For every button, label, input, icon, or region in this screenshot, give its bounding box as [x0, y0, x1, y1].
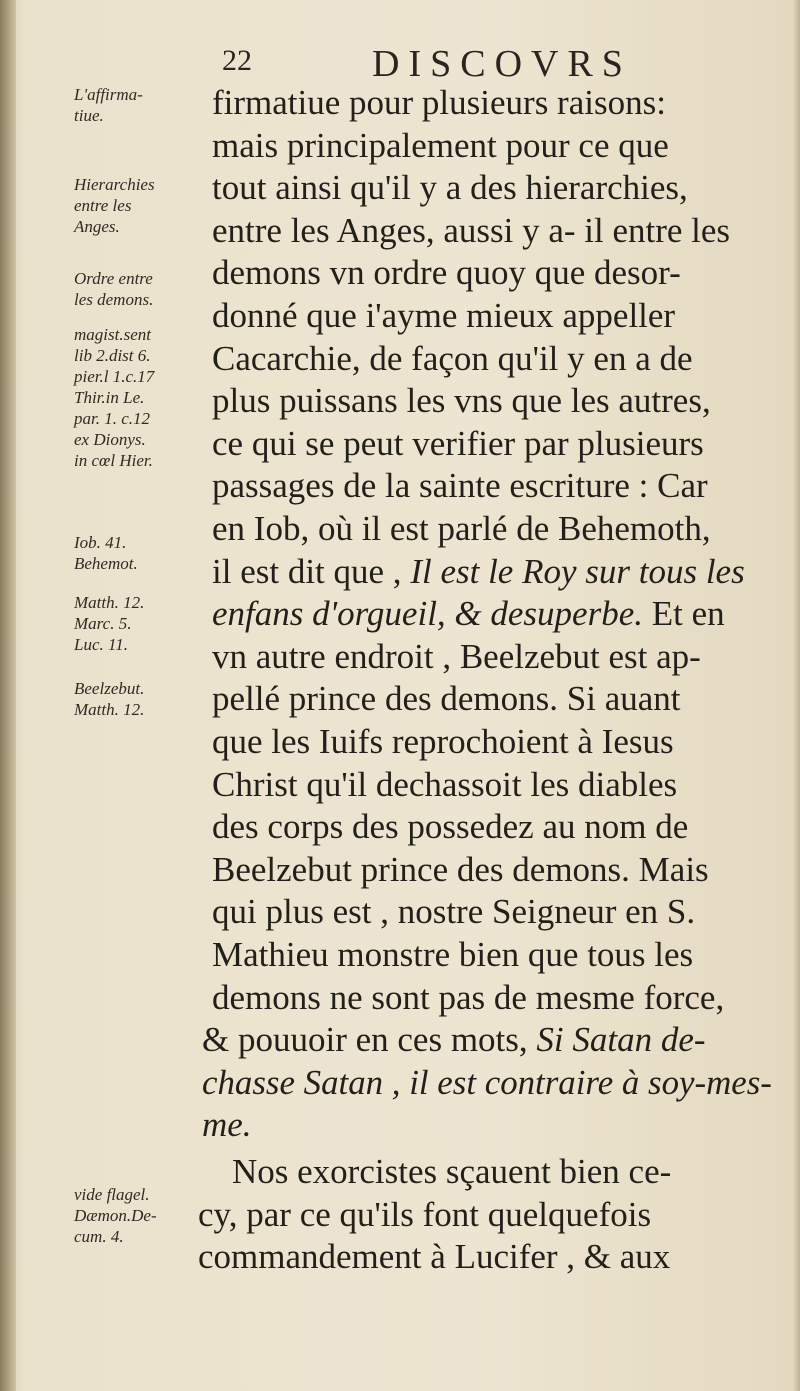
text-segment: il est dit que ,	[212, 551, 411, 591]
text-line	[212, 977, 724, 1019]
text-segment: que les Iuifs reprochoient à Iesus	[212, 722, 674, 761]
text-segment: Christ qu'il dechassoit les diables	[212, 764, 678, 804]
text-segment: ce qui se peut verifier par plusieurs	[212, 423, 704, 463]
text-line	[198, 1236, 670, 1278]
text-segment: cy, par ce qu'ils font quelquefois	[198, 1194, 652, 1234]
margin-note: Beelzebut. Matth. 12.	[74, 679, 145, 719]
text-segment: plus puissans les vns que les autres,	[212, 381, 711, 421]
italic-segment: chasse Satan , il est contraire à soy-mes-	[202, 1062, 772, 1102]
text-line	[212, 508, 711, 550]
text-line	[198, 1194, 651, 1236]
margin-note: Hierarchies entre les Anges.	[74, 175, 155, 236]
text-segment: en Iob, où il est parlé de Behemoth,	[212, 509, 711, 548]
text-segment: tout ainsi qu'il y a des hierarchies,	[212, 168, 688, 208]
text-line	[212, 210, 730, 252]
text-segment: Beelzebut prince des demons. Mais	[212, 849, 709, 889]
italic-segment: enfans d'orgueil, & desuperbe.	[212, 594, 643, 634]
text-segment: Nos exorcistes sçauent bien ce-	[232, 1152, 672, 1191]
text-segment: qui plus est , nostre Seigneur en S.	[212, 892, 696, 932]
text-line	[212, 252, 681, 294]
text-line	[212, 764, 677, 806]
text-line	[212, 934, 693, 976]
running-title: DISCOVRS	[372, 43, 632, 85]
text-line	[212, 167, 688, 209]
text-line	[212, 380, 711, 422]
text-line	[202, 1104, 252, 1146]
text-segment: vn autre endroit , Beelzebut est ap-	[212, 636, 701, 676]
text-segment: Et en	[643, 594, 725, 634]
text-segment: commandement à Lucifer , & aux	[198, 1237, 671, 1277]
text-line	[212, 678, 680, 720]
text-line	[202, 1062, 772, 1104]
text-segment: firmatiue pour plusieurs raisons:	[212, 83, 666, 122]
text-line	[212, 849, 709, 891]
text-line	[212, 82, 666, 124]
text-segment: donné que i'ayme mieux appeller	[212, 296, 676, 335]
margin-note: Ordre entre les demons.	[74, 269, 154, 309]
text-line	[202, 1019, 706, 1061]
text-line	[212, 465, 708, 507]
text-segment: pellé prince des demons. Si auant	[212, 679, 681, 719]
text-segment: demons vn ordre quoy que desor-	[212, 253, 681, 293]
text-segment: demons ne sont pas de mesme force,	[212, 977, 725, 1017]
text-line	[212, 636, 701, 678]
italic-segment: me.	[202, 1105, 252, 1145]
text-line	[212, 891, 695, 933]
margin-note: Matth. 12. Marc. 5. Luc. 11.	[74, 593, 145, 654]
text-segment: entre les Anges, aussi y a- il entre les	[212, 210, 731, 250]
text-line	[212, 806, 688, 848]
text-segment: mais principalement pour ce que	[212, 125, 669, 165]
page-edge	[792, 0, 800, 1391]
page-number: 22	[222, 44, 252, 77]
text-line	[212, 721, 674, 763]
margin-note: L'affirma- tiue.	[74, 85, 143, 125]
page-gutter	[0, 0, 16, 1391]
text-line	[212, 338, 693, 380]
text-line	[212, 295, 675, 337]
text-segment: Cacarchie, de façon qu'il y en a de	[212, 338, 693, 378]
text-segment: des corps des possedez au nom de	[212, 807, 689, 847]
text-line	[212, 593, 725, 635]
text-line	[212, 423, 704, 465]
margin-note: Iob. 41. Behemot.	[74, 533, 138, 573]
italic-segment: Il est le Roy sur tous les	[410, 551, 745, 591]
text-segment: Mathieu monstre bien que tous les	[212, 935, 694, 974]
text-line	[212, 551, 745, 593]
italic-segment: Si Satan de-	[536, 1020, 706, 1060]
text-line	[212, 125, 669, 167]
margin-note: vide flagel. Dæmon.De- cum. 4.	[74, 1185, 157, 1246]
text-line	[232, 1151, 671, 1193]
text-segment: passages de la sainte escriture : Car	[212, 466, 708, 506]
margin-note: magist.sent lib 2.dist 6. pier.l 1.c.17 Thir.in Le. par. 1. c.12 ex Dionys. in cœl Hier.	[74, 325, 155, 470]
text-segment: & pouuoir en ces mots,	[202, 1020, 537, 1060]
